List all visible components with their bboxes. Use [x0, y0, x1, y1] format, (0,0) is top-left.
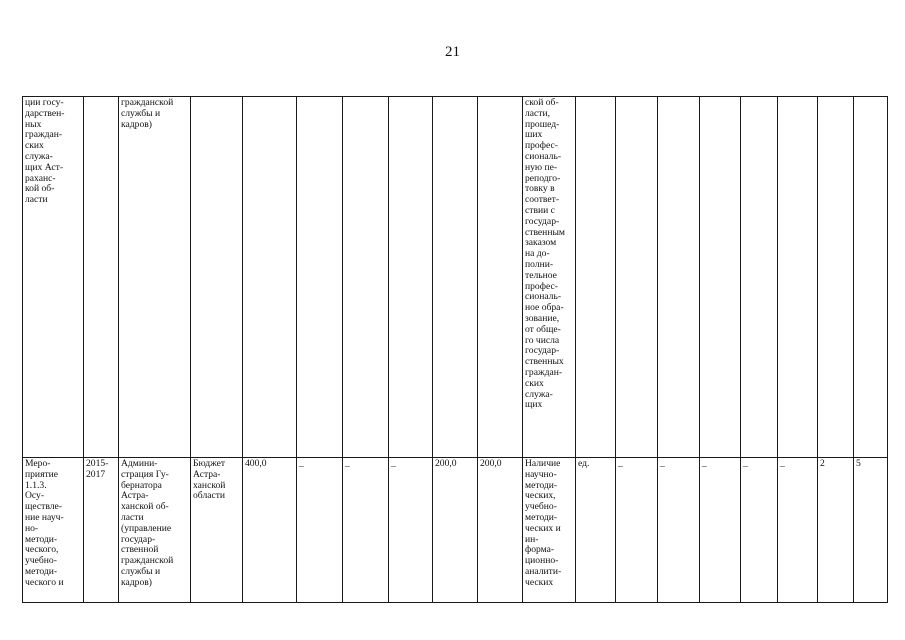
cell-executor: Админи- страция Гу- бернатора Астра- ханской об- ласти (управление государ- ственной гражданской службы и кадров)	[119, 458, 191, 603]
cell-total	[243, 97, 297, 458]
cell-value	[741, 97, 778, 458]
cell-value	[658, 97, 700, 458]
cell-value: _	[700, 458, 741, 603]
cell-value: 2	[818, 458, 854, 603]
cell-year	[433, 97, 478, 458]
cell-year	[297, 97, 343, 458]
cell-year: 200,0	[433, 458, 478, 603]
cell-year: _	[297, 458, 343, 603]
cell-year: 200,0	[478, 458, 523, 603]
cell-unit: ед.	[576, 458, 616, 603]
cell-period: 2015- 2017	[84, 458, 119, 603]
cell-unit	[576, 97, 616, 458]
cell-value: _	[778, 458, 818, 603]
cell-value: _	[658, 458, 700, 603]
cell-executor: гражданской службы и кадров)	[119, 97, 191, 458]
cell-year	[389, 97, 433, 458]
cell-value: _	[741, 458, 778, 603]
cell-indicator: ской об- ласти, прошед- ших профес- сиональ- ную пе- реподго- товку в соответ- ствии с государ- ственным заказом на до- полни- тельное профес- сиональ- ное обра- зование, от обще- го числа государ- ственных граждан- ских служа- щих	[523, 97, 576, 458]
cell-value	[854, 97, 888, 458]
cell-value	[818, 97, 854, 458]
cell-funding-source: Бюджет Астра- ханской области	[191, 458, 243, 603]
cell-value	[778, 97, 818, 458]
cell-funding-source	[191, 97, 243, 458]
cell-value	[616, 97, 658, 458]
table-row	[23, 458, 888, 603]
cell-value: 5	[854, 458, 888, 603]
table-row	[23, 97, 888, 458]
cell-total: 400,0	[243, 458, 297, 603]
cell-measure-name: ции госу- дарствен- ных граждан- ских служа- щих Аст- раханс- кой об- ласти	[23, 97, 84, 458]
page-number: 21	[445, 44, 460, 60]
cell-year	[343, 97, 389, 458]
cell-period	[84, 97, 119, 458]
cell-year: _	[343, 458, 389, 603]
cell-value: _	[616, 458, 658, 603]
cell-year	[478, 97, 523, 458]
cell-measure-name: Меро- приятие 1.1.3. Осу- ществле- ние науч- но- методи- ческого, учебно- методи- ческого и	[23, 458, 84, 603]
cell-value	[700, 97, 741, 458]
cell-indicator: Наличие научно- методи- ческих, учебно- методи- ческих и ин- форма- ционно- аналити- ческих	[523, 458, 576, 603]
program-table	[22, 96, 888, 603]
cell-year: _	[389, 458, 433, 603]
